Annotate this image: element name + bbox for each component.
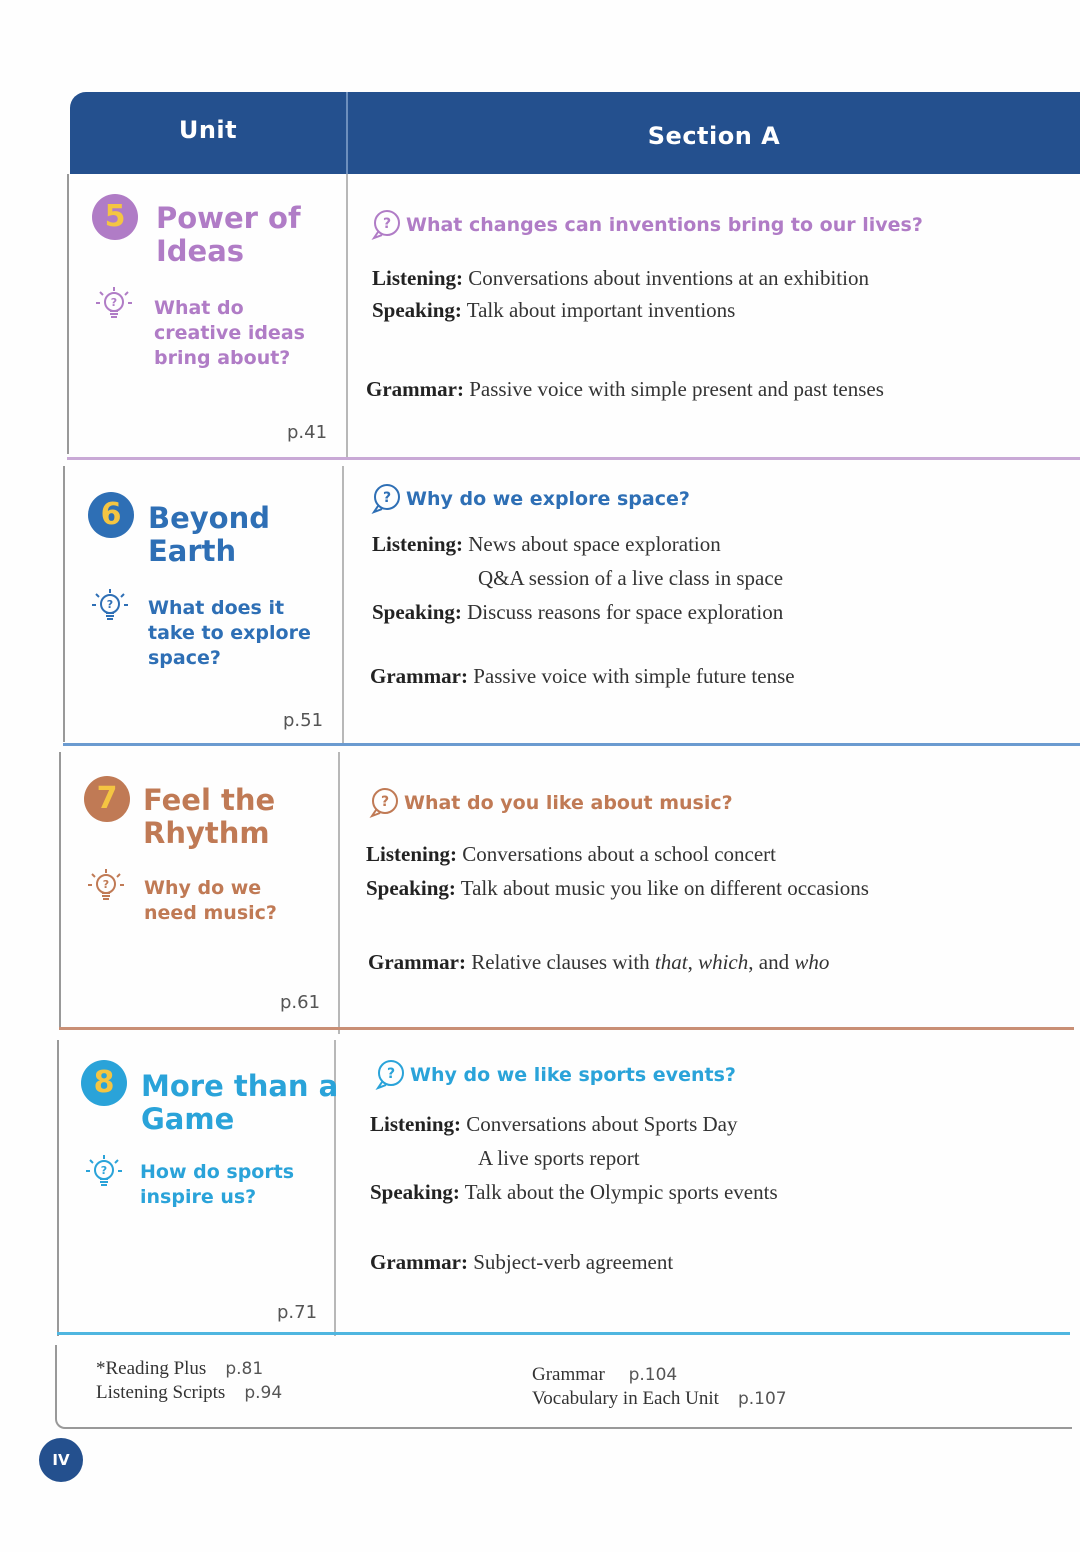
big-question-line: inspire us? — [140, 1186, 257, 1208]
svg-text:?: ? — [110, 296, 118, 309]
listening-text: Conversations about Sports Day — [466, 1112, 738, 1136]
grammar-term: who — [794, 950, 830, 974]
speaking-text: Talk about the Olympic sports events — [464, 1180, 778, 1204]
grammar-label: Grammar: — [370, 664, 468, 688]
unit-row-5 — [0, 174, 1080, 466]
svg-text:?: ? — [380, 794, 390, 810]
footer-item-label: Vocabulary in Each Unit — [532, 1388, 719, 1409]
question-bubble-icon — [370, 482, 404, 516]
row-divider — [342, 466, 344, 746]
listening-label: Listening: — [370, 1112, 462, 1136]
grammar-term: which — [698, 950, 749, 974]
row-left-border — [59, 752, 61, 1028]
unit-number-badge: 8 — [81, 1060, 127, 1106]
unit-title-line2: Rhythm — [143, 816, 270, 850]
big-question-line: Why do we — [144, 877, 262, 899]
grammar-label: Grammar: — [368, 950, 466, 974]
footer-vocabulary[interactable] — [532, 1388, 787, 1410]
footer-item-page: p.94 — [244, 1383, 283, 1403]
section-question-text: Why do we like sports events? — [410, 1064, 736, 1086]
footer-item-label: Grammar — [532, 1364, 605, 1385]
footer-item-page: p.107 — [737, 1389, 787, 1409]
unit-number-badge: 5 — [92, 194, 138, 240]
big-question-line: need music? — [144, 902, 277, 924]
big-question — [140, 1160, 294, 1210]
unit-title — [156, 202, 301, 268]
footer-item-label: *Reading Plus — [96, 1358, 207, 1379]
grammar-text: Relative clauses with — [471, 950, 655, 974]
big-question-line: space? — [148, 647, 221, 669]
unit-title-line1: Power of — [156, 201, 301, 235]
footer-reading-plus[interactable] — [96, 1358, 263, 1380]
section-question — [370, 482, 690, 516]
unit-number-badge: 6 — [88, 492, 134, 538]
unit-number-badge: 7 — [84, 776, 130, 822]
unit-title — [148, 502, 270, 568]
table-header — [70, 92, 1080, 174]
speaking-label: Speaking: — [372, 298, 462, 322]
row-bottom-line — [59, 1027, 1074, 1030]
speaking-label: Speaking: — [370, 1180, 460, 1204]
unit-title-line1: More than a — [141, 1069, 339, 1103]
unit-row-6 — [0, 466, 1080, 752]
listening-line — [372, 266, 869, 291]
grammar-term: that — [654, 950, 688, 974]
section-question-text: Why do we explore space? — [406, 488, 690, 510]
listening-line-2 — [478, 566, 783, 591]
listening-label: Listening: — [366, 842, 458, 866]
speaking-line — [370, 1180, 778, 1205]
speaking-text: Discuss reasons for space exploration — [467, 600, 784, 624]
speaking-label: Speaking: — [366, 876, 456, 900]
big-question-line: How do sports — [140, 1161, 295, 1183]
big-question-line: bring about? — [154, 347, 291, 369]
unit-title — [143, 784, 275, 850]
listening-line — [366, 842, 776, 867]
svg-text:?: ? — [382, 216, 392, 232]
footer-item-page: p.104 — [628, 1365, 678, 1385]
unit-title-line2: Game — [141, 1102, 235, 1136]
speaking-label: Speaking: — [372, 600, 462, 624]
grammar-label: Grammar: — [370, 1250, 468, 1274]
row-bottom-line — [63, 743, 1080, 746]
header-unit-label: Unit — [178, 116, 238, 144]
section-question-text: What do you like about music? — [404, 792, 733, 814]
listening-line-2 — [478, 1146, 640, 1171]
big-question — [144, 876, 277, 926]
unit-page-ref[interactable]: p.41 — [287, 422, 328, 443]
listening-line — [370, 1112, 738, 1137]
unit-page-ref[interactable]: p.51 — [283, 710, 324, 731]
question-bubble-icon — [370, 208, 404, 242]
big-question-line: creative ideas — [154, 322, 305, 344]
svg-text:?: ? — [382, 490, 392, 506]
grammar-text: Subject-verb agreement — [473, 1250, 674, 1274]
row-divider — [338, 752, 340, 1034]
row-left-border — [67, 174, 69, 454]
lightbulb-question-icon — [90, 586, 130, 626]
unit-title-line2: Ideas — [156, 234, 245, 268]
grammar-text: Passive voice with simple future tense — [473, 664, 795, 688]
row-left-border — [63, 466, 65, 742]
big-question-line: What does it — [148, 597, 285, 619]
listening-label: Listening: — [372, 532, 464, 556]
footer-listening-scripts[interactable] — [96, 1382, 282, 1404]
section-question — [370, 208, 923, 242]
listening-text: Q&A session of a live class in space — [478, 566, 784, 590]
grammar-line — [370, 1250, 673, 1275]
unit-title — [141, 1070, 338, 1136]
page-number-badge: IV — [39, 1438, 83, 1482]
section-question — [374, 1058, 736, 1092]
big-question-line: What do — [154, 297, 244, 319]
listening-text: A live sports report — [478, 1146, 640, 1170]
grammar-line — [368, 950, 829, 975]
big-question — [148, 596, 311, 671]
listening-text: Conversations about a school concert — [462, 842, 777, 866]
grammar-line — [370, 664, 795, 689]
big-question-line: take to explore — [148, 622, 311, 644]
grammar-label: Grammar: — [366, 377, 464, 401]
question-bubble-icon — [374, 1058, 408, 1092]
speaking-text: Talk about important inventions — [466, 298, 736, 322]
listening-text: Conversations about inventions at an exhibition — [468, 266, 869, 290]
big-question — [154, 296, 305, 371]
grammar-separator: , and — [748, 950, 795, 974]
grammar-line — [366, 377, 884, 402]
lightbulb-question-icon — [84, 1152, 124, 1192]
lightbulb-question-icon — [86, 866, 126, 906]
svg-text:?: ? — [102, 878, 110, 891]
listening-line — [372, 532, 721, 557]
section-question — [368, 786, 733, 820]
unit-row-8 — [0, 1040, 1080, 1346]
speaking-text: Talk about music you like on different occasions — [460, 876, 869, 900]
unit-row-7 — [0, 752, 1080, 1040]
row-bottom-line — [67, 457, 1080, 460]
listening-text: News about space exploration — [468, 532, 721, 556]
speaking-line — [366, 876, 869, 901]
grammar-text: Passive voice with simple present and past tenses — [469, 377, 884, 401]
lightbulb-question-icon — [94, 284, 134, 324]
grammar-separator: , — [687, 950, 699, 974]
row-left-border — [57, 1040, 59, 1336]
svg-text:?: ? — [386, 1066, 396, 1082]
unit-page-ref[interactable]: p.71 — [277, 1302, 318, 1323]
section-question-text: What changes can inventions bring to our lives? — [406, 214, 923, 236]
unit-title-line1: Feel the — [143, 783, 276, 817]
row-divider — [346, 174, 348, 460]
speaking-line — [372, 600, 783, 625]
svg-text:?: ? — [106, 598, 114, 611]
listening-label: Listening: — [372, 266, 464, 290]
footer-grammar[interactable] — [532, 1364, 677, 1386]
svg-text:?: ? — [100, 1164, 108, 1177]
footer-item-page: p.81 — [225, 1359, 264, 1379]
unit-title-line2: Earth — [148, 534, 237, 568]
question-bubble-icon — [368, 786, 402, 820]
header-section-label: Section A — [647, 122, 781, 150]
footer-item-label: Listening Scripts — [96, 1382, 226, 1403]
row-bottom-line — [57, 1332, 1070, 1335]
unit-page-ref[interactable]: p.61 — [280, 992, 321, 1013]
unit-title-line1: Beyond — [148, 501, 271, 535]
speaking-line — [372, 298, 735, 323]
